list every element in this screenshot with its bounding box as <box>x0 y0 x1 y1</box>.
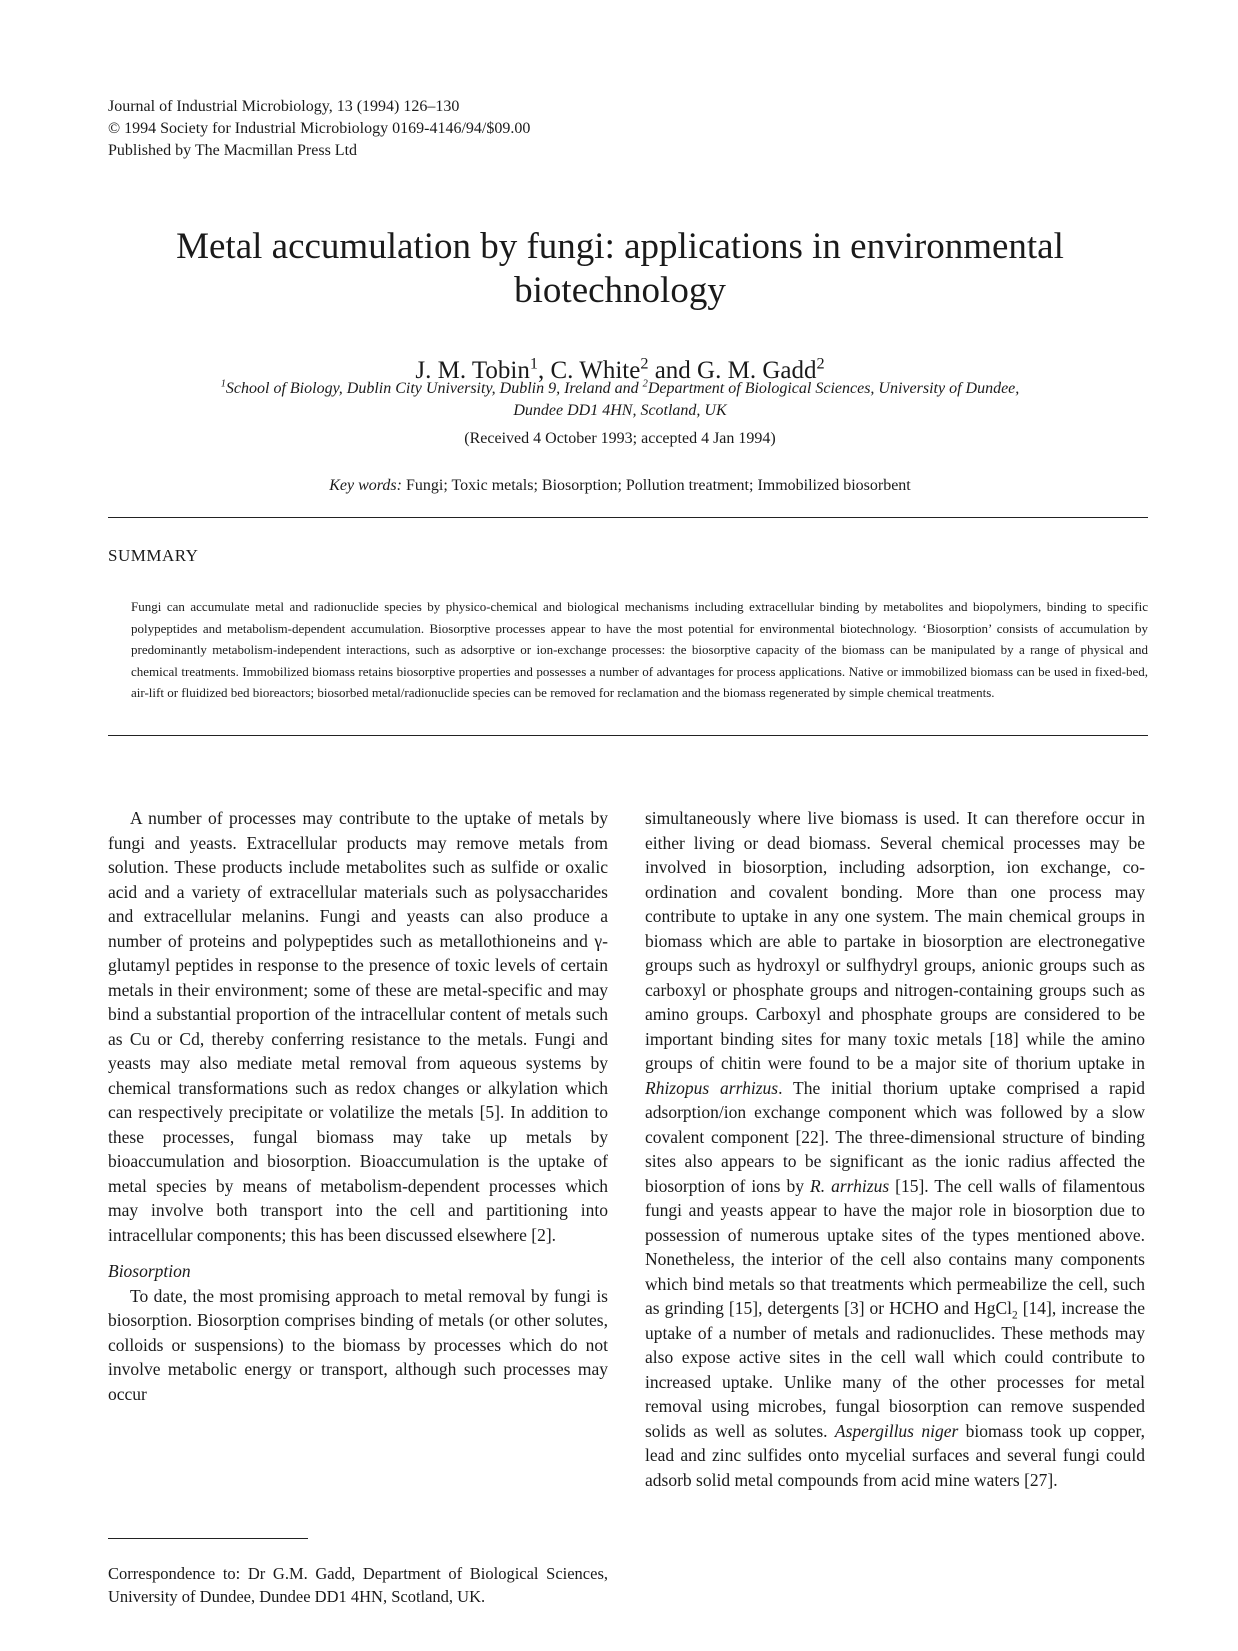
author-separator: , <box>538 357 551 384</box>
author-separator: and <box>648 357 698 384</box>
text-run: simultaneously where live biomass is used. It can therefore occur in either living or dead biomass. Several chemical processes may be involved in biosorption, including adsorption, ion exchange, co-ordination and covalent bonding. More than one process may contribute to uptake in any one system. The main chemical groups in biomass which are able to partake in biosorption are electronegative groups such as hydroxyl or sulfhydryl groups, anionic groups such as carboxyl or phosphate groups and nitrogen-containing groups such as amino groups. Carboxyl and phosphate groups are considered to be important binding sites for many toxic metals [18] while the amino groups of chitin were found to be a major site of thorium uptake in <box>645 808 1145 1073</box>
paragraph: A number of processes may contribute to the uptake of metals by fungi and yeasts. Extracellular products may remove metals from solution. These products include metabolites such as sulfide or oxalic acid and a variety of extracellular materials such as polysaccharides and extracellular melanins. Fungi and yeasts can also produce a number of proteins and polypeptides such as metallothioneins and γ-glutamyl peptides in response to the presence of toxic levels of certain metals in their environment; some of these are metal-specific and may bind a substantial proportion of the intracellular content of metals such as Cu or Cd, thereby conferring resistance to the metals. Fungi and yeasts may also mediate metal removal from aqueous systems by chemical transformations such as redox changes or alkylation which can respectively precipitate or volatilize the metals [5]. In addition to these processes, fungal biomass may take up metals by bioaccumulation and biosorption. Bioaccumulation is the uptake of metal species by means of metabolism-dependent processes which may involve both transport into the cell and partitioning into intracellular components; this has been discussed elsewhere [2]. <box>108 808 608 1245</box>
section-heading-biosorption: Biosorption <box>108 1261 191 1281</box>
correspondence-note: Correspondence to: Dr G.M. Gadd, Department of Biological Sciences, University of Dundee, Dundee DD1 4HN, Scotland, UK. <box>108 1564 608 1606</box>
affil-marker: 1 <box>220 378 226 390</box>
body-column-left <box>108 806 608 1406</box>
title-line-2: biotechnology <box>514 270 726 311</box>
text-run: . The initial thorium uptake comprised a rapid adsorption/ion exchange component which was followed by a slow covalent component [22]. The three-dimensional structure of binding sites also appears to be significant as the ionic radius affected the biosorption of ions by <box>645 1077 1145 1196</box>
divider-bottom <box>108 735 1148 736</box>
text-run: biomass took up copper, lead and zinc sulfides onto mycelial surfaces and several fungi could adsorb solid metal compounds from acid mine waters [27]. <box>645 1420 1145 1490</box>
divider-top <box>108 517 1148 518</box>
affiliations <box>120 378 1120 422</box>
text-run: [15]. The cell walls of filamentous fungi and yeasts appear to have the major role in biosorption due to possession of numerous uptake sites of the types mentioned above. Nonetheless, the interior of the cell also contains many components which bind metals so that treatments which permeabilize the cell, such as grinding [15], detergents [3] or HCHO and HgCl <box>645 1175 1145 1318</box>
author-1: J. M. Tobin <box>415 357 530 384</box>
text-run: [14], increase the uptake of a number of metals and radionuclides. These methods may also expose active sites in the cell wall which could contribute to increased uptake. Unlike many of the other processes for metal removal using microbes, fungal biosorption can remove suspended solids as well as solutes. <box>645 1298 1145 1441</box>
affiliation-2: Department of Biological Sciences, University of Dundee, <box>647 380 1020 397</box>
subscript: 2 <box>1011 1309 1018 1322</box>
affil-marker: 2 <box>642 378 648 390</box>
species-name: Aspergillus niger <box>834 1420 959 1441</box>
species-name: R. arrhizus <box>810 1175 890 1196</box>
journal-header <box>108 96 530 162</box>
summary-heading: SUMMARY <box>108 546 199 565</box>
paragraph <box>645 806 1145 1492</box>
body-column-right <box>645 806 1145 1492</box>
keywords-label: Key words: <box>329 477 402 494</box>
publisher-line: Published by The Macmillan Press Ltd <box>108 142 358 159</box>
copyright-line: © 1994 Society for Industrial Microbiology 0169-4146/94/$09.00 <box>108 120 531 137</box>
keywords-text: Fungi; Toxic metals; Biosorption; Pollution treatment; Immobilized biosorbent <box>401 477 911 494</box>
paper-title <box>120 225 1120 313</box>
author-3-affil: 2 <box>816 354 825 373</box>
affiliation-1: School of Biology, Dublin City University, Dublin 9, Ireland and <box>225 380 643 397</box>
author-3: G. M. Gadd <box>697 357 817 384</box>
footnote-divider <box>108 1538 308 1539</box>
author-2-affil: 2 <box>640 354 649 373</box>
author-2: C. White <box>550 357 641 384</box>
author-1-affil: 1 <box>529 354 538 373</box>
affiliation-line-2: Dundee DD1 4HN, Scotland, UK <box>513 402 727 419</box>
keywords <box>120 477 1120 495</box>
summary-text: Fungi can accumulate metal and radionuclide species by physico-chemical and biological mechanisms including extracellular binding by metabolites and biopolymers, binding to specific polypeptides and metabolism-dependent accumulation. Biosorptive processes appear to have the most potential for environmental biotechnology. ‘Biosorption’ consists of accumulation by predominantly metabolism-independent interactions, such as adsorptive or ion-exchange processes: the biosorptive capacity of the biomass can be manipulated by a range of physical and chemical treatments. Immobilized biomass retains biosorptive properties and possesses a number of advantages for process applications. Native or immobilized biomass can be used in fixed-bed, air-lift or fluidized bed bioreactors; biosorbed metal/radionuclide species can be removed for reclamation and the biomass regenerated by simple chemical treatments. <box>131 599 1148 700</box>
received-dates: (Received 4 October 1993; accepted 4 Jan 1994) <box>464 430 776 447</box>
species-name: Rhizopus arrhizus <box>645 1077 779 1098</box>
journal-citation: Journal of Industrial Microbiology, 13 (1994) 126–130 <box>108 98 460 115</box>
affiliation-line-1 <box>120 378 1120 400</box>
paragraph: To date, the most promising approach to metal removal by fungi is biosorption. Biosorption comprises binding of metals (or other solutes, colloids or suspensions) to the biomass by processes which do not involve metabolic energy or transport, although such processes may occur <box>108 1285 608 1404</box>
title-line-1: Metal accumulation by fungi: applications in environmental <box>176 226 1064 267</box>
